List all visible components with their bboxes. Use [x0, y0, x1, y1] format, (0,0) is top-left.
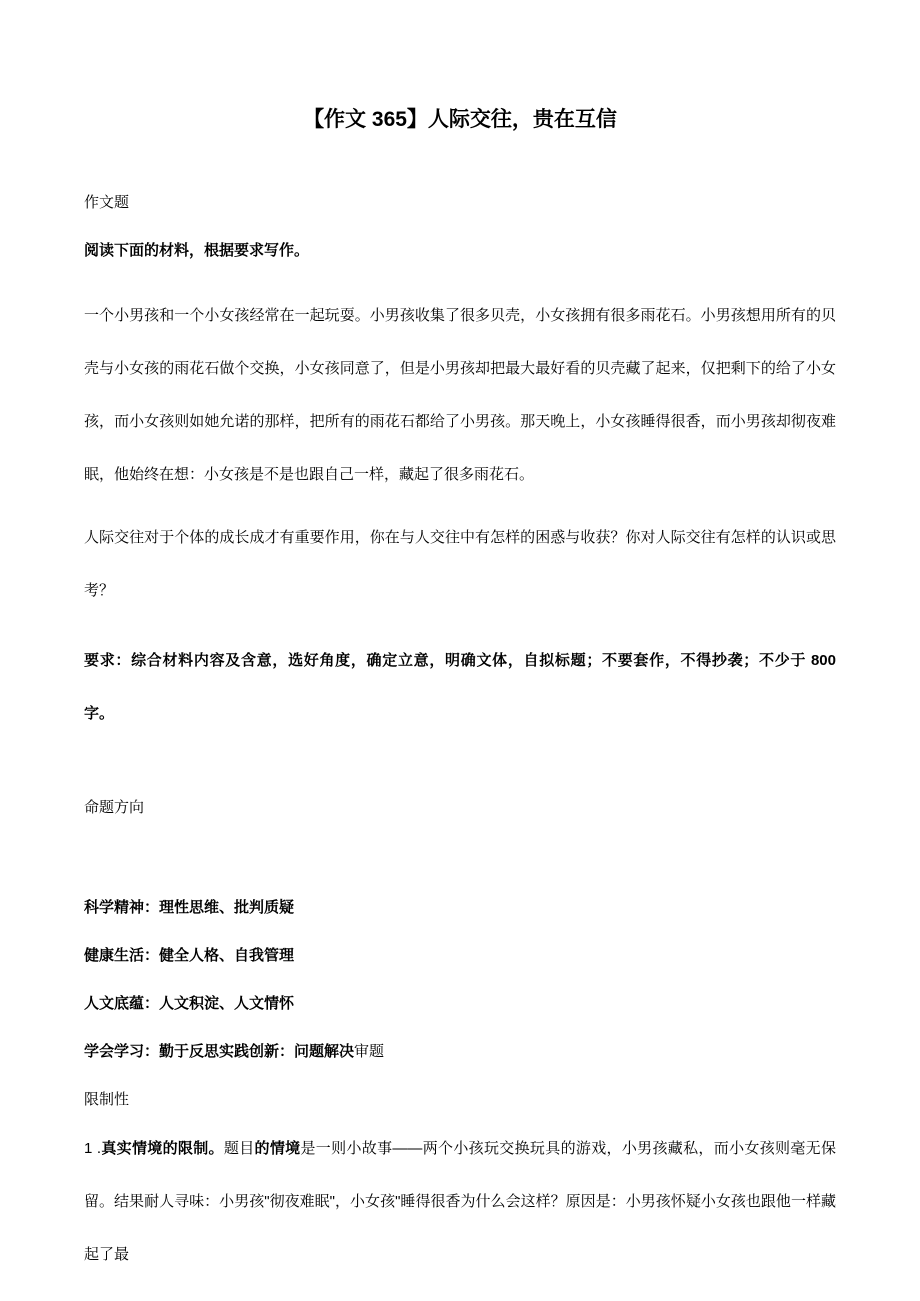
section-label-topic: 作文题 — [84, 194, 130, 211]
text-segment: 1 . — [84, 1140, 101, 1157]
section-label-restriction: 限制性 — [84, 1091, 130, 1108]
page-body — [0, 191, 920, 1281]
text-segment-bold: 健康生活：健全人格、自我管理 — [84, 947, 295, 964]
text-segment-bold: 科学精神：理性思维、批判质疑 — [84, 899, 295, 916]
page-title: 【作文 365】人际交往，贵在互信 — [303, 108, 617, 131]
direction-item-science-spirit — [84, 896, 836, 920]
analysis-item-1 — [84, 1122, 836, 1281]
text-segment: 题目 — [223, 1140, 255, 1157]
direction-item-humanistic-foundation — [84, 992, 836, 1016]
text-segment: 审题 — [354, 1043, 385, 1060]
material-paragraph-2: 人际交往对于个体的成长成才有重要作用，你在与人交往中有怎样的困惑与收获？你对人际交往有怎样的认识或思考？ — [84, 529, 836, 599]
material-paragraph-1: 一个小男孩和一个小女孩经常在一起玩耍。小男孩收集了很多贝壳，小女孩拥有很多雨花石。小男孩想用所有的贝壳与小女孩的雨花石做个交换，小女孩同意了，但是小男孩却把最大最好看的贝壳藏了起来，仅把剩下的给了小女孩，而小女孩则如她允诺的那样，把所有的雨花石都给了小男孩。那天晚上，小女孩睡得很香，而小男孩却彻夜难眠，他始终在想：小女孩是不是也跟自己一样，藏起了很多雨花石。 — [84, 307, 836, 483]
instruction-line: 阅读下面的材料，根据要求写作。 — [84, 242, 310, 259]
text-segment: 是一则小故事——两个小孩玩交换玩具的游戏，小男孩藏私，而小女孩则毫无保留。结果耐人寻味：小男孩"彻夜难眠"，小女孩"睡得很香为什么会这样？原因是：小男孩怀疑小女孩也跟他一样藏起了最 — [84, 1140, 836, 1263]
direction-item-healthy-life — [84, 944, 836, 968]
text-segment-bold: 的情境 — [254, 1140, 301, 1157]
text-segment-bold: 真实情境的限制。 — [101, 1140, 224, 1157]
section-label-direction: 命题方向 — [84, 799, 145, 816]
text-segment-bold: 学会学习：勤于反思实践创新：问题解决 — [84, 1043, 355, 1060]
direction-item-learning — [84, 1040, 836, 1064]
text-segment-bold: 人文底蕴：人文积淀、人文情怀 — [84, 995, 295, 1012]
requirements-line: 要求：综合材料内容及含意，选好角度，确定立意，明确文体，自拟标题；不要套作，不得抄袭；不少于 800 字。 — [84, 652, 836, 722]
